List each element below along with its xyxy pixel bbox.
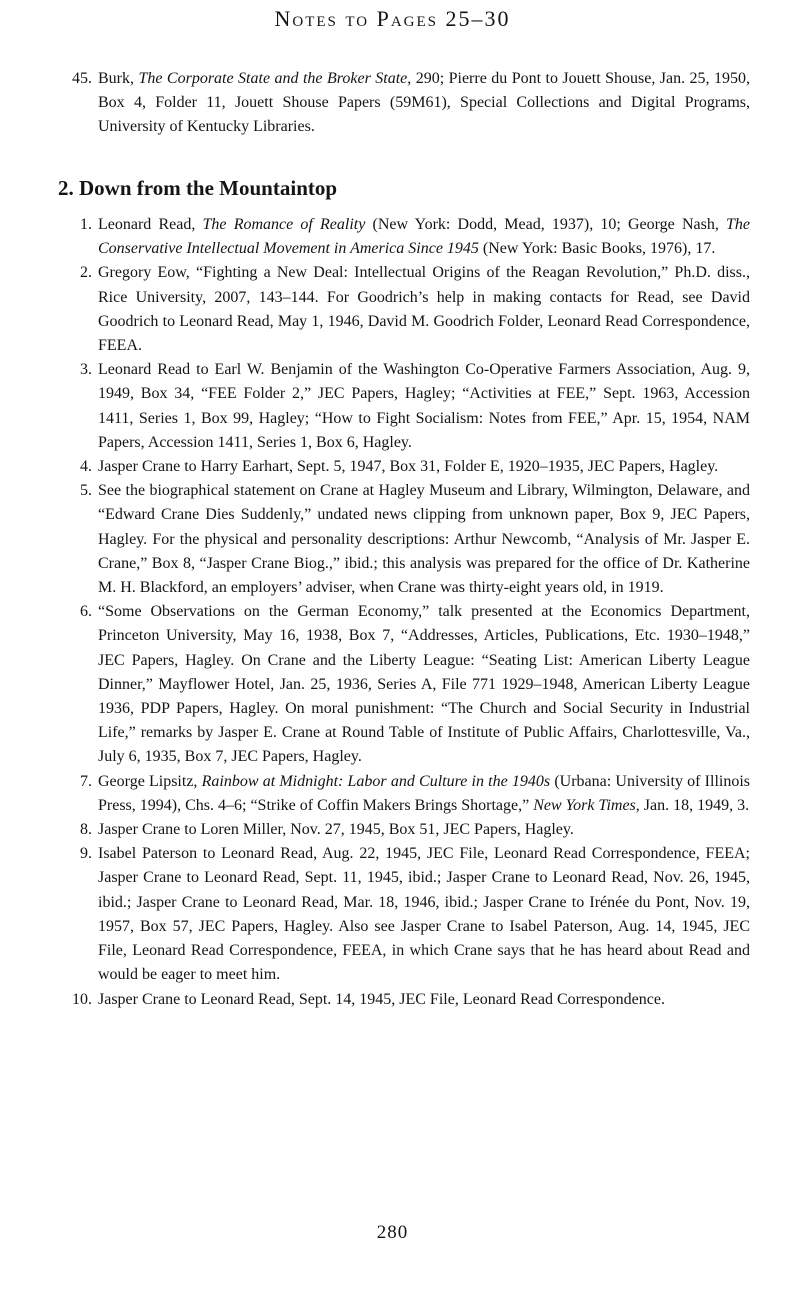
note-text-run: Jasper Crane to Leonard Read, Sept. 14, 1945, JEC File, Leonard Read Correspondence. [98, 990, 665, 1008]
note-text [98, 455, 750, 479]
note-text-run: (New York: Dodd, Mead, 1937), 10; George Nash, [365, 216, 726, 233]
note-text-run: (New York: Basic Books, 1976), 17. [478, 240, 716, 258]
note-item [58, 818, 750, 842]
note-text-run: Leonard Read to Earl W. Benjamin of the Washington Co-Operative Farmers Association, Aug. 9, 1949, Box 34, “FEE Folder 2,” JEC Papers, Hagley; “Activities at FEE,” Sept. 1963, Accession 1411, Series 1, Box 99, Hagley; “How to Fight Socialism: Notes from FEE,” Apr. 15, 1954, NAM Papers, Accession 1411, Series 1, Box 6, Hagley. [98, 361, 750, 451]
note-number: 2. [80, 264, 92, 282]
note-item [58, 600, 750, 769]
note-number: 4. [80, 458, 92, 476]
note-number: 5. [80, 482, 92, 500]
note-text-run: Isabel Paterson to Leonard Read, Aug. 22, 1945, JEC File, Leonard Read Correspondence, FEEA; Jasper Crane to Leonard Read, Sept. 11, 1945, ibid.; Jasper Crane to Leonard Read, Nov. 26, 1945, ibid.; Jasper Crane to Leonard Read, Mar. 18, 1946, ibid.; Jasper Crane to Irénée du Pont, Nov. 19, 1957, Box 57, JEC Papers, Hagley. Also see Jasper Crane to Isabel Paterson, Aug. 14, 1945, JEC File, Leonard Read Correspondence, FEEA, in which Crane says that he has heard about Read and would be eager to meet him. [98, 845, 750, 984]
italic-title: The Romance of Reality [202, 216, 366, 233]
italic-title: New York Times [533, 796, 636, 814]
note-number: 7. [80, 772, 92, 790]
note-text [98, 358, 750, 455]
note-text [98, 600, 750, 769]
note-text [98, 213, 750, 261]
note-item [58, 358, 750, 455]
note-number: 3. [80, 361, 92, 379]
note-item [58, 842, 750, 987]
italic-title: Rainbow at Midnight: Labor and Culture in the 1940s [201, 772, 551, 790]
note-item [58, 770, 750, 818]
note-text-run: Gregory Eow, “Fighting a New Deal: Intellectual Origins of the Reagan Revolution,” Ph.D. diss., Rice University, 2007, 143–144. For Goodrich’s help in making contacts for Read, see David Goodrich to Leonard Read, May 1, 1946, David M. Goodrich Folder, Leonard Read Correspondence, FEEA. [98, 264, 750, 355]
note-text-run: See the biographical statement on Crane at Hagley Museum and Library, Wilmington, Delaware, and “Edward Crane Dies Suddenly,” undated news clipping from unknown paper, Box 9, JEC Papers, Hagley. For the physical and personality descriptions: Arthur Newcomb, “Analysis of Mr. Jasper E. Crane,” Box 8, “Jasper Crane Biog.,” ibid.; this analysis was prepared for the office of Dr. Katherine M. H. Blackford, an employers’ adviser, when Crane was thirty-eight years old, in 1919. [98, 482, 750, 597]
note-number: 45. [72, 70, 92, 87]
italic-title: The Conservative Intellectual Movement in America Since 1945 [98, 216, 750, 258]
note-item [58, 261, 750, 358]
note-item [58, 213, 750, 261]
note-item [58, 988, 750, 1012]
previous-notes-list [58, 67, 750, 140]
note-text [98, 479, 750, 600]
note-number: 1. [80, 216, 92, 233]
note-text-run: Jasper Crane to Harry Earhart, Sept. 5, 1947, Box 31, Folder E, 1920–1935, JEC Papers, Hagley. [98, 458, 719, 476]
note-text-run: Leonard Read, [98, 216, 203, 233]
note-number: 8. [80, 821, 92, 839]
page-number: 280 [376, 1222, 409, 1243]
note-text-run: (Urbana: University of Illinois Press, 1994), Chs. 4–6; “Strike of Coffin Makers Brings Shortage,” [98, 772, 751, 814]
note-text-run: Jasper Crane to Loren Miller, Nov. 27, 1945, Box 51, JEC Papers, Hagley. [98, 821, 574, 839]
note-number: 6. [80, 603, 92, 621]
running-head: Notes to Pages 25–30 [274, 6, 511, 31]
note-text-run: “Some Observations on the German Economy,” talk presented at the Economics Department, Princeton University, May 16, 1938, Box 7, “Addresses, Articles, Publications, Etc. 1930–1948,” JEC Papers, Hagley. On Crane and the Liberty League: “Seating List: American Liberty League Dinner,” Mayflower Hotel, Jan. 25, 1936, Series A, File 771 1929–1948, American Liberty League 1936, PDP Papers, Hagley. On moral punishment: “The Church and Social Security in Industrial Life,” remarks by Jasper E. Crane at Round Table of Institute of Public Affairs, Charlottesville, Va., July 6, 1935, Box 7, JEC Papers, Hagley. [98, 603, 750, 766]
section-heading: 2. Down from the Mountaintop [58, 176, 338, 200]
italic-title: The Corporate State and the Broker State [138, 70, 408, 87]
note-text [98, 818, 750, 842]
note-item [58, 67, 750, 140]
note-text-run: , 290; Pierre du Pont to Jouett Shouse, Jan. 25, 1950, Box 4, Folder 11, Jouett Shouse Papers (59M61), Special Collections and Digital Programs, University of Kentucky Libraries. [98, 70, 751, 136]
note-text [98, 770, 750, 818]
note-text [98, 261, 750, 358]
note-item [58, 479, 750, 600]
note-text [98, 67, 750, 140]
note-number: 10. [72, 990, 92, 1008]
note-text-run: , Jan. 18, 1949, 3. [635, 796, 750, 814]
note-text-run: Burk, [98, 70, 139, 87]
note-number: 9. [80, 845, 92, 863]
chapter-notes-list [58, 213, 750, 1012]
note-text [98, 842, 750, 987]
note-item [58, 455, 750, 479]
note-text-run: George Lipsitz, [98, 772, 202, 790]
note-text [98, 988, 750, 1012]
